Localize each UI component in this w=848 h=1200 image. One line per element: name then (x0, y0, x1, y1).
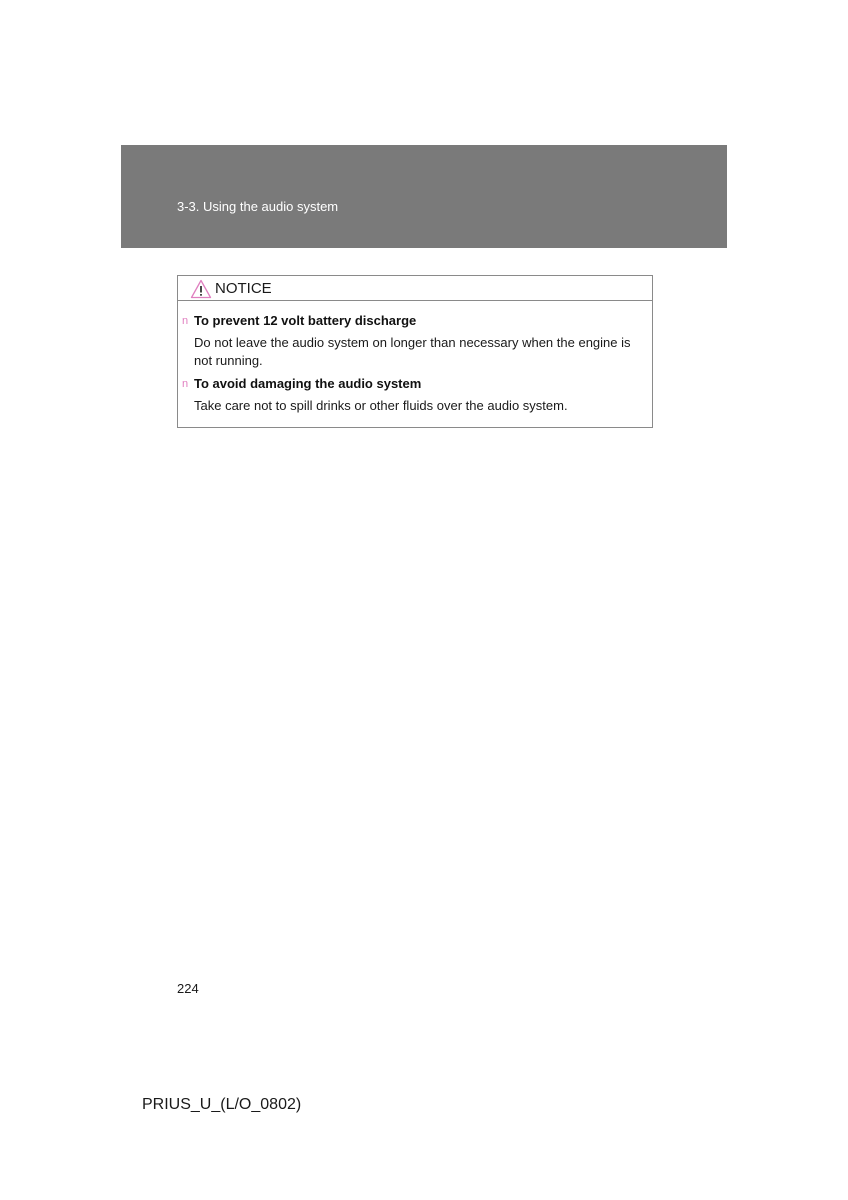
notice-item-heading: To prevent 12 volt battery discharge (194, 313, 417, 328)
notice-header (178, 276, 652, 301)
page-number: 224 (177, 981, 199, 996)
warning-triangle-icon (190, 279, 212, 299)
list-bullet: n (182, 378, 189, 390)
notice-item-heading: To avoid damaging the audio system (194, 376, 422, 391)
notice-box (177, 275, 653, 428)
section-title: 3-3. Using the audio system (177, 199, 339, 214)
notice-label: NOTICE (215, 280, 272, 297)
document-code: PRIUS_U_(L/O_0802) (142, 1096, 302, 1113)
notice-item-body: Do not leave the audio system on longer than necessary when the engine is not running. (194, 335, 631, 368)
list-bullet: n (182, 315, 189, 327)
notice-item-body: Take care not to spill drinks or other fluids over the audio system. (194, 398, 568, 413)
section-header-band (121, 145, 727, 248)
